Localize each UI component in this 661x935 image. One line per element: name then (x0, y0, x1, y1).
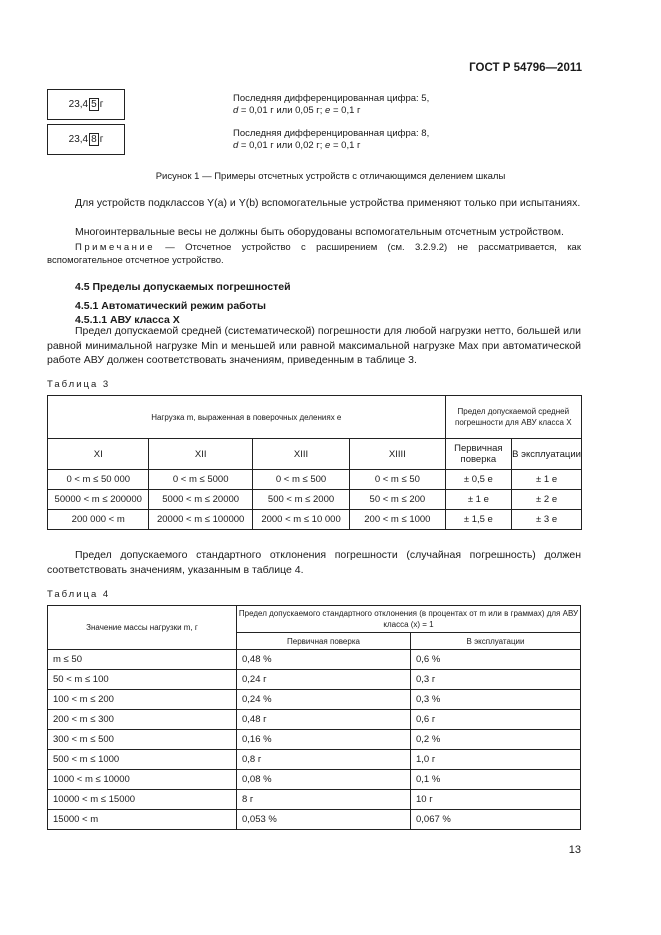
table3-subheader: Первичная поверка (445, 439, 512, 470)
table-cell: m ≤ 50 (48, 650, 237, 670)
table-cell: 50000 < m ≤ 200000 (48, 490, 149, 510)
table-4 (47, 605, 581, 830)
table-row (48, 670, 581, 690)
table-cell: 500 < m ≤ 1000 (48, 750, 237, 770)
table4-label: Таблица 4 (47, 589, 111, 600)
table-cell: 0,2 % (411, 730, 581, 750)
example-display-2 (47, 124, 125, 155)
table-cell: ± 0,5 e (445, 470, 512, 490)
table-cell: 100 < m ≤ 200 (48, 690, 237, 710)
table-cell: 10000 < m ≤ 15000 (48, 790, 237, 810)
table4-subheader: В эксплуатации (411, 633, 581, 650)
display-prefix: 23,4 (68, 134, 89, 145)
table-cell: 0,48 г (237, 710, 411, 730)
table3-class: XIIII (350, 439, 445, 470)
table4-subheader: Первичная поверка (237, 633, 411, 650)
display-unit: г (99, 134, 104, 145)
table-cell: 20000 < m ≤ 100000 (149, 510, 252, 530)
table-cell: 0 < m ≤ 50 000 (48, 470, 149, 490)
display-prefix: 23,4 (68, 99, 89, 110)
table-cell: 10 г (411, 790, 581, 810)
table-cell: ± 1 e (445, 490, 512, 510)
note-text: — Отсчетное устройство с расширением (см. 3.2.9.2) не рассматривается, как вспомогательное отсчетное устройство. (47, 242, 581, 266)
figure-caption: Рисунок 1 — Примеры отсчетных устройств с отличающимся делением шкалы (155, 171, 506, 182)
table-cell: 0 < m ≤ 500 (252, 470, 349, 490)
example-description-1 (233, 93, 429, 117)
example-description-2 (233, 128, 429, 152)
table-row (48, 650, 581, 670)
table-row (48, 470, 582, 490)
paragraph-subclasses: Для устройств подклассов Y(a) и Y(b) вспомогательные устройства применяют только при испытаниях. (75, 197, 581, 209)
table-cell: 200 000 < m (48, 510, 149, 530)
table-cell: 1,0 г (411, 750, 581, 770)
section-heading-4-5-1: 4.5.1 Автоматический режим работы (75, 300, 266, 312)
example-line: d = 0,01 г или 0,02 г; e = 0,1 г (233, 140, 361, 151)
table-cell: 0,16 % (237, 730, 411, 750)
table3-label: Таблица 3 (47, 379, 111, 390)
table4-limit-header: Предел допускаемого стандартного отклонения (в процентах от m или в граммах) для АВУ класса (х) = 1 (237, 606, 581, 633)
table-cell: 200 < m ≤ 1000 (350, 510, 445, 530)
table-cell: 0,6 % (411, 650, 581, 670)
table3-subheader: В эксплуатации (512, 439, 582, 470)
table-cell: ± 3 e (512, 510, 582, 530)
section-heading-4-5-1-1: 4.5.1.1 АВУ класса X (75, 314, 180, 326)
table-cell: 0,08 % (237, 770, 411, 790)
table-cell: ± 1 e (512, 470, 582, 490)
highlighted-digit: 8 (91, 134, 97, 145)
table3-class: XII (149, 439, 252, 470)
table-cell: 50 < m ≤ 100 (48, 670, 237, 690)
table-cell: 0,1 % (411, 770, 581, 790)
table-cell: 200 < m ≤ 300 (48, 710, 237, 730)
table3-limit-header: Предел допускаемой средней погрешности для АВУ класса X (445, 396, 581, 439)
example-display-1 (47, 89, 125, 120)
table-cell: ± 2 e (512, 490, 582, 510)
table-row (48, 510, 582, 530)
table-cell: 500 < m ≤ 2000 (252, 490, 349, 510)
highlighted-digit: 5 (91, 99, 97, 110)
table-cell: 15000 < m (48, 810, 237, 830)
table-cell: 0 < m ≤ 50 (350, 470, 445, 490)
table-cell: 0,053 % (237, 810, 411, 830)
page-number: 13 (568, 844, 581, 856)
paragraph-mean-error: Предел допускаемой средней (систематической) погрешности для любой нагрузки нетто, большей или равной минимальной нагрузке Min и меньшей или равной максимальной нагрузке Max при автоматической работе АВУ должен соответствовать значениям, приведенным в таблице 3. (47, 325, 581, 366)
table-row (48, 790, 581, 810)
table-3 (47, 395, 582, 530)
table-cell: 0,24 % (237, 690, 411, 710)
table-cell: 5000 < m ≤ 20000 (149, 490, 252, 510)
table-row (48, 730, 581, 750)
table-cell: 0,3 % (411, 690, 581, 710)
section-heading-4-5: 4.5 Пределы допускаемых погрешностей (75, 281, 291, 293)
table-cell: 0,8 г (237, 750, 411, 770)
paragraph-multi-interval: Многоинтервальные весы не должны быть оборудованы вспомогательным отсчетным устройством. (75, 226, 564, 238)
display-unit: г (99, 99, 104, 110)
table3-class: XIII (252, 439, 349, 470)
table-cell: 0,6 г (411, 710, 581, 730)
table-row (48, 490, 582, 510)
table-cell: 0,24 г (237, 670, 411, 690)
paragraph-std-deviation: Предел допускаемого стандартного отклонения погрешности (случайная погрешность) должен соответствовать значениям, указанным в таблице 4. (47, 549, 581, 576)
table-cell: 300 < m ≤ 500 (48, 730, 237, 750)
table-cell: 0,3 г (411, 670, 581, 690)
example-line: d = 0,01 г или 0,05 г; e = 0,1 г (233, 105, 361, 116)
table-cell: ± 1,5 e (445, 510, 512, 530)
table-row (48, 690, 581, 710)
table4-mass-header: Значение массы нагрузки m, г (48, 606, 237, 650)
note (47, 241, 581, 267)
table-row (48, 770, 581, 790)
note-label: Примечание (75, 242, 155, 253)
table-row (48, 750, 581, 770)
table-cell: 8 г (237, 790, 411, 810)
table-cell: 2000 < m ≤ 10 000 (252, 510, 349, 530)
table-cell: 0,48 % (237, 650, 411, 670)
table-row (48, 810, 581, 830)
table-cell: 1000 < m ≤ 10000 (48, 770, 237, 790)
table-row (48, 710, 581, 730)
document-header: ГОСТ Р 54796—2011 (469, 62, 582, 74)
table3-load-header: Нагрузка m, выраженная в поверочных делениях e (48, 396, 446, 439)
table-cell: 50 < m ≤ 200 (350, 490, 445, 510)
table-cell: 0,067 % (411, 810, 581, 830)
example-line: Последняя дифференцированная цифра: 8, (233, 128, 430, 139)
table3-class: XI (48, 439, 149, 470)
table-cell: 0 < m ≤ 5000 (149, 470, 252, 490)
example-line: Последняя дифференцированная цифра: 5, (233, 93, 430, 104)
